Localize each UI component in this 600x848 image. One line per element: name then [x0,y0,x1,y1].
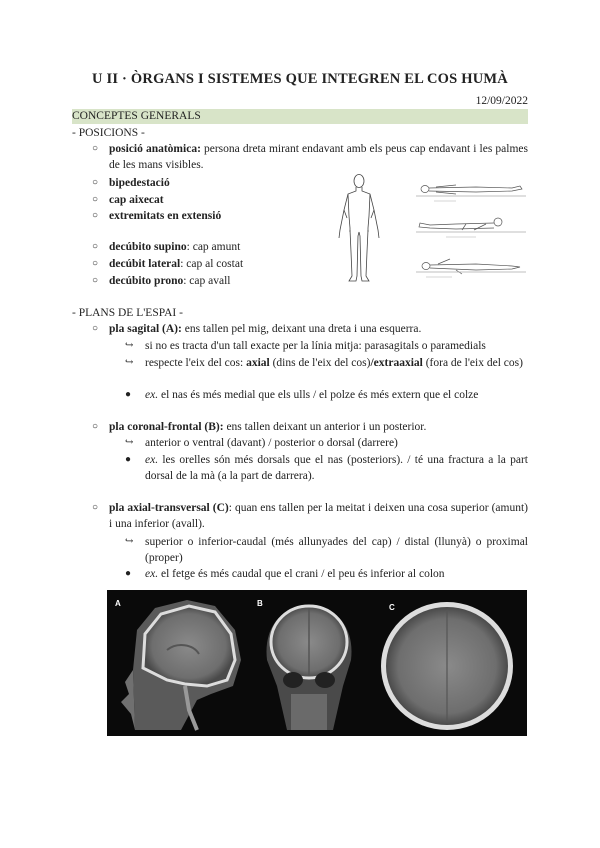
plans-heading: - PLANS DE L'ESPAI - [72,307,183,319]
list-item-pla-axial [92,500,528,532]
term: decúbito supino [109,241,187,253]
sub-item-anterior-posterior [125,435,528,451]
prone-position-figure [416,256,528,282]
text-part: (dins de l'eix del cos) [269,357,371,369]
sub-item-text: superior o inferior-caudal (més allunyades del cap) / distal (llunyà) o proximal (proper) [145,536,528,564]
open-circle-bullet-icon: ○ [92,241,99,252]
term-axial: axial [246,357,270,369]
term: extremitats en extensió [109,210,222,222]
list-item-posicio-anatomica [92,141,528,173]
sub-item-superior-inferior [125,534,528,566]
arrow-bullet-icon: ↪ [125,340,134,351]
definition: : cap avall [183,275,231,287]
ct-scan-figure [107,590,527,736]
example-text: el nas és més medial que els ulls / el polze és més extern que el colze [158,389,479,401]
coronal-ct-image [266,606,351,730]
section-heading: CONCEPTES GENERALS [72,109,528,124]
open-circle-bullet-icon: ○ [92,502,99,513]
posicions-heading: - POSICIONS - [72,127,145,139]
open-circle-bullet-icon: ○ [92,194,99,205]
page-title: U II · ÒRGANS I SISTEMES QUE INTEGREN EL COS HUMÀ [92,71,508,87]
example-label: ex. [145,568,159,580]
definition: : cap al costat [180,258,244,270]
list-item-decubito-supino [92,239,322,255]
filled-circle-bullet-icon: ● [125,389,132,400]
filled-circle-bullet-icon: ● [125,454,132,465]
list-item-decubit-lateral [92,256,322,272]
filled-circle-bullet-icon: ● [125,568,132,579]
anatomical-position-figure [328,172,390,284]
example-label: ex. [145,389,159,401]
list-item-cap-aixecat [92,192,322,208]
open-circle-bullet-icon: ○ [92,323,99,334]
list-item-decubito-prono [92,273,322,289]
term: bipedestació [109,177,170,189]
term: cap aixecat [109,194,164,206]
list-item-pla-coronal [92,419,528,435]
sub-item-text: si no es tracta d'un tall exacte per la línia mitja: parasagitals o paramedials [145,340,486,352]
term-extraaxial: /extraaxial [370,357,423,369]
term: pla axial-transversal (C) [109,502,229,514]
sagittal-ct-image [121,600,241,730]
example-text: les orelles són més dorsals que el nas (posteriors). / té una fractura a la part dorsal de la mà (a la part de darrera). [145,454,528,482]
lateral-decubitus-figure [416,214,528,240]
open-circle-bullet-icon: ○ [92,143,99,154]
open-circle-bullet-icon: ○ [92,177,99,188]
text-part: (fora de l'eix del cos) [422,357,523,369]
sub-item-example [125,387,528,403]
open-circle-bullet-icon: ○ [92,421,99,432]
label-b: B [257,599,263,608]
sub-item-example [125,566,528,582]
term: decúbit lateral [109,258,181,270]
sub-item-example [125,452,528,484]
term: pla coronal-frontal (B): [109,421,224,433]
definition: ens tallen deixant un anterior i un posterior. [223,421,427,433]
definition: : cap amunt [186,241,241,253]
list-item-pla-sagital [92,321,528,337]
definition: persona dreta mirant endavant amb els peus cap endavant i les palmes de les mans visibles. [109,143,528,171]
open-circle-bullet-icon: ○ [92,275,99,286]
open-circle-bullet-icon: ○ [92,258,99,269]
example-text: el fetge és més caudal que el crani / el peu és inferior al colon [158,568,445,580]
document-date: 12/09/2022 [475,95,528,107]
arrow-bullet-icon: ↪ [125,357,134,368]
definition: : quan ens tallen per la meitat i deixen una cosa superior (amunt) i una inferior (avall). [109,502,528,530]
sub-item-text: anterior o ventral (davant) / posterior o dorsal (darrere) [145,437,398,449]
example-label: ex. [145,454,159,466]
sub-item-parasagitals [125,338,528,354]
text-part: respecte l'eix del cos: [145,357,247,369]
axial-ct-image [381,602,513,730]
sub-item-axial-extraaxial [125,355,528,371]
list-item-bipedestacio [92,175,322,191]
term: pla sagital (A): [109,323,182,335]
arrow-bullet-icon: ↪ [125,536,134,547]
list-item-extremitats [92,208,322,224]
label-c: C [389,603,395,612]
term: decúbito prono [109,275,184,287]
label-a: A [115,599,121,608]
supine-position-figure [416,180,528,206]
arrow-bullet-icon: ↪ [125,437,134,448]
open-circle-bullet-icon: ○ [92,210,99,221]
term: posició anatòmica: [109,143,201,155]
definition: ens tallen pel mig, deixant una dreta i una esquerra. [181,323,422,335]
